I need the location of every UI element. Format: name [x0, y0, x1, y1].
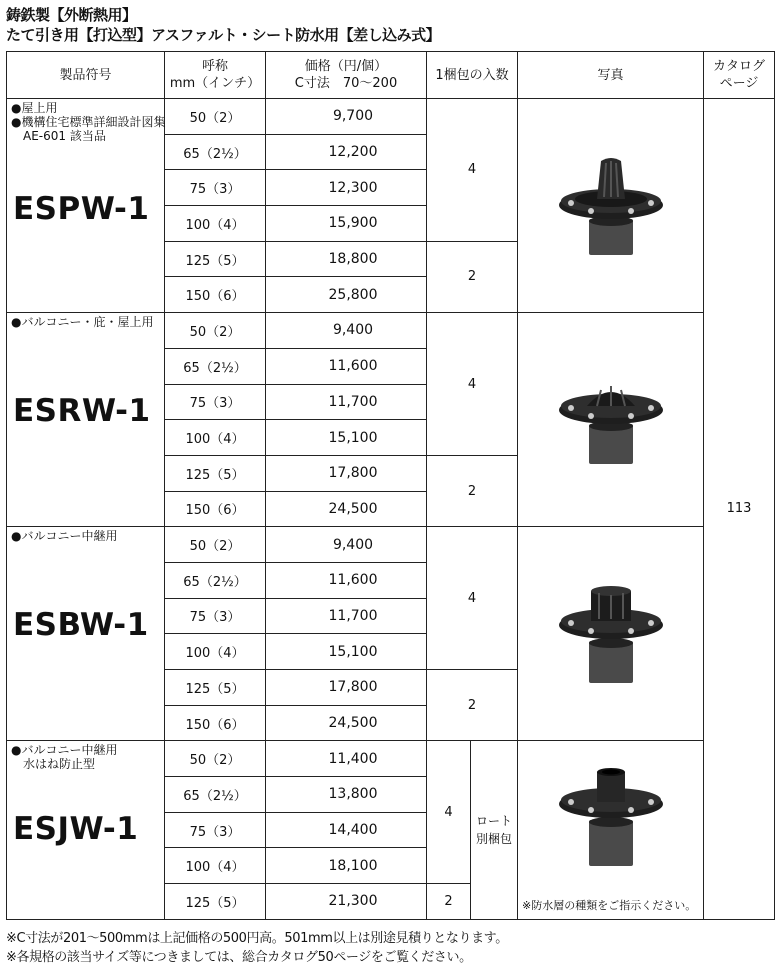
product-code-cell: [7, 741, 165, 919]
header-qty: 1梱包の入数: [427, 52, 518, 99]
model-name: ESRW-1: [13, 393, 151, 430]
qty-cell: 2: [427, 241, 518, 312]
size-cell: 50（2）: [165, 527, 266, 563]
size-cell: 125（5）: [165, 241, 266, 277]
qty-cell: 4: [427, 313, 518, 456]
drain-esjw-icon: [551, 762, 671, 872]
drain-esbw-icon: [551, 577, 671, 687]
qty-cell: 4: [427, 741, 471, 884]
qty-cell: 2: [427, 670, 518, 741]
price-cell: 13,800: [266, 777, 427, 813]
price-cell: 17,800: [266, 455, 427, 491]
footnote-2: ※各規格の該当サイズ等につきましては、総合カタログ50ページをご覧ください。: [6, 950, 472, 965]
spec-table: [6, 51, 775, 920]
table-row: [7, 99, 775, 135]
table-row: [7, 313, 775, 349]
size-cell: 125（5）: [165, 670, 266, 706]
price-cell: 14,400: [266, 812, 427, 848]
size-cell: 65（2½）: [165, 134, 266, 170]
price-cell: 15,100: [266, 634, 427, 670]
funnel-separate-pack: ロート 別梱包: [471, 741, 518, 919]
size-cell: 75（3）: [165, 384, 266, 420]
header-catalog: カタログ ページ: [704, 52, 775, 99]
price-cell: 9,400: [266, 527, 427, 563]
size-cell: 100（4）: [165, 420, 266, 456]
size-cell: 100（4）: [165, 634, 266, 670]
product-code-cell: [7, 527, 165, 741]
size-cell: 50（2）: [165, 313, 266, 349]
price-cell: 25,800: [266, 277, 427, 313]
header-price: 価格（円/個） C寸法 70〜200: [266, 52, 427, 99]
drain-espw-icon: [551, 149, 671, 259]
product-photo: [518, 99, 704, 313]
size-cell: 75（3）: [165, 170, 266, 206]
price-cell: 21,300: [266, 884, 427, 920]
price-cell: 15,900: [266, 206, 427, 242]
footnote-1: ※C寸法が201〜500mmは上記価格の500円高。501mm以上は別途見積りとなります。: [6, 931, 508, 946]
size-cell: 75（3）: [165, 812, 266, 848]
header-size: 呼称 mm（インチ）: [165, 52, 266, 99]
qty-cell: 2: [427, 455, 518, 526]
price-cell: 12,200: [266, 134, 427, 170]
price-cell: 24,500: [266, 705, 427, 741]
product-photo: [518, 313, 704, 527]
table-row: [7, 527, 775, 563]
product-photo: [518, 527, 704, 741]
product-code-cell: [7, 99, 165, 313]
size-cell: 65（2½）: [165, 562, 266, 598]
header-code: 製品符号: [7, 52, 165, 99]
size-cell: 150（6）: [165, 705, 266, 741]
photo-note: ※防水層の種類をご指示ください。: [522, 898, 697, 912]
size-cell: 50（2）: [165, 741, 266, 777]
size-cell: 50（2）: [165, 99, 266, 135]
product-note: ●バルコニー中継用: [11, 529, 118, 544]
drain-esrw-icon: [551, 368, 671, 468]
price-cell: 9,400: [266, 313, 427, 349]
price-cell: 18,100: [266, 848, 427, 884]
size-cell: 100（4）: [165, 848, 266, 884]
price-cell: 15,100: [266, 420, 427, 456]
header-photo: 写真: [518, 52, 704, 99]
price-cell: 11,700: [266, 384, 427, 420]
size-cell: 150（6）: [165, 277, 266, 313]
price-cell: 24,500: [266, 491, 427, 527]
product-note: ●バルコニー・庇・屋上用: [11, 315, 154, 330]
title-line2: たて引き用【打込型】アスファルト・シート防水用【差し込み式】: [6, 26, 441, 44]
qty-cell: 4: [427, 99, 518, 242]
price-cell: 12,300: [266, 170, 427, 206]
price-cell: 11,600: [266, 562, 427, 598]
price-cell: 9,700: [266, 99, 427, 135]
qty-cell: 2: [427, 884, 471, 920]
header-row: [7, 52, 775, 99]
model-name: ESPW-1: [13, 191, 150, 227]
qty-cell: 4: [427, 527, 518, 670]
size-cell: 75（3）: [165, 598, 266, 634]
size-cell: 125（5）: [165, 455, 266, 491]
table-row: [7, 741, 775, 777]
title-line1: 鋳鉄製【外断熱用】: [6, 6, 137, 24]
product-photo: [518, 741, 704, 919]
price-cell: 18,800: [266, 241, 427, 277]
catalog-page: 113: [704, 99, 775, 920]
product-code-cell: [7, 313, 165, 527]
price-cell: 11,400: [266, 741, 427, 777]
model-name: ESJW-1: [13, 811, 139, 848]
product-note: ●屋上用 ●機構住宅標準詳細設計図集 AE-601 該当品: [11, 101, 166, 143]
product-note: ●バルコニー中継用 水はね防止型: [11, 743, 118, 772]
size-cell: 65（2½）: [165, 777, 266, 813]
size-cell: 125（5）: [165, 884, 266, 920]
price-cell: 17,800: [266, 670, 427, 706]
size-cell: 65（2½）: [165, 348, 266, 384]
size-cell: 150（6）: [165, 491, 266, 527]
price-cell: 11,600: [266, 348, 427, 384]
size-cell: 100（4）: [165, 206, 266, 242]
model-name: ESBW-1: [13, 607, 149, 644]
price-cell: 11,700: [266, 598, 427, 634]
